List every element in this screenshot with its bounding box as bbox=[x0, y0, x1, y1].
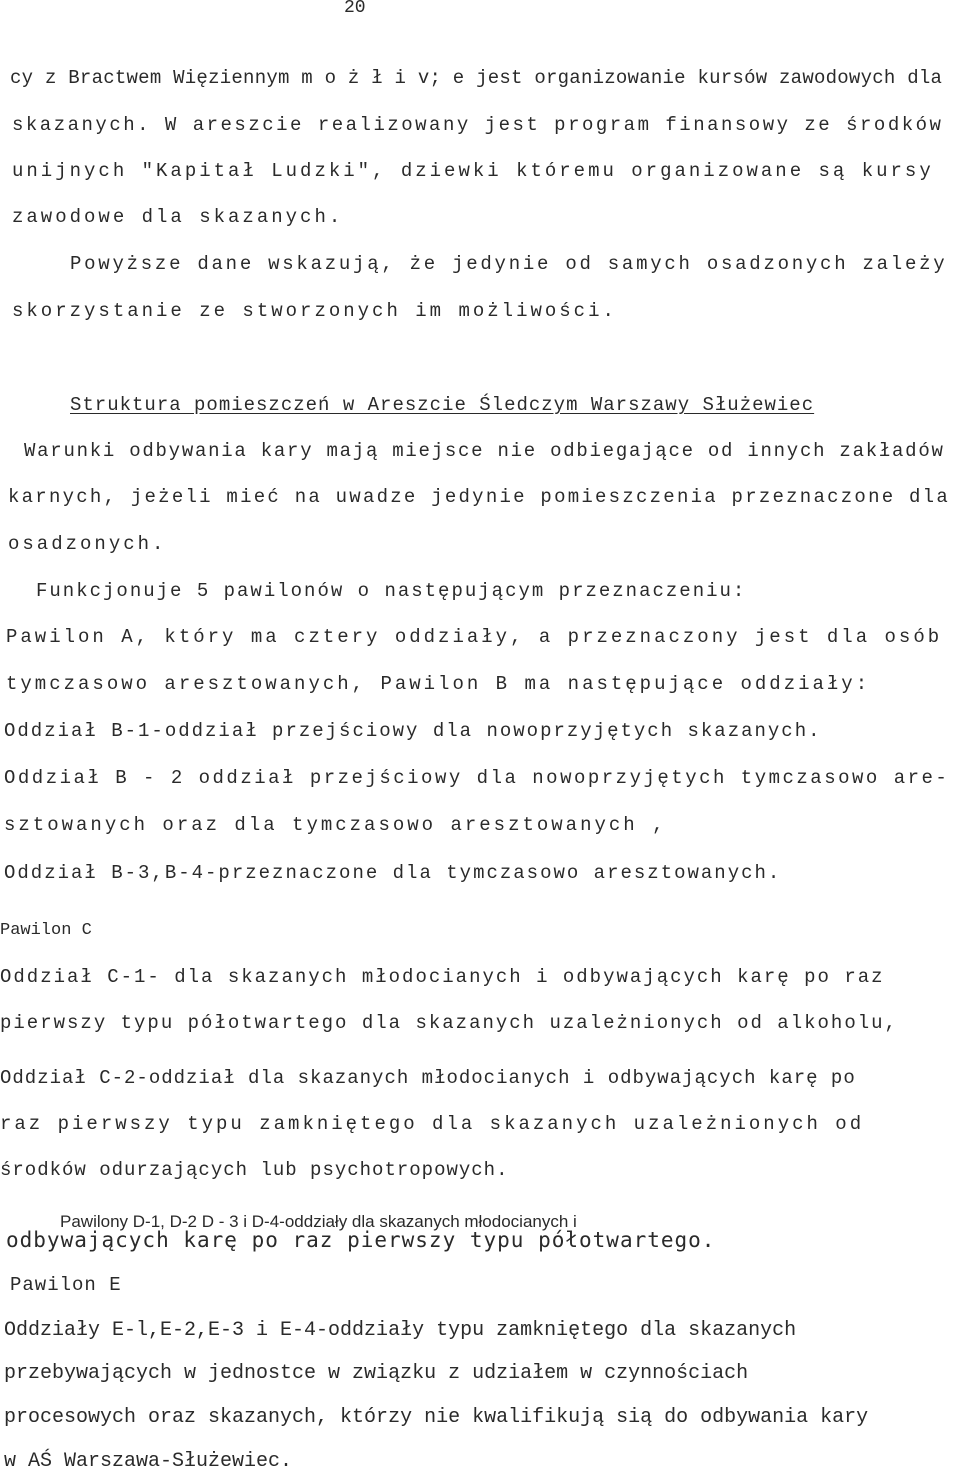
text-line: w AŚ Warszawa-Służewiec. bbox=[4, 1450, 293, 1473]
text-line: Oddział B-3,B-4-przeznaczone dla tymczasowo aresztowanych. bbox=[4, 862, 782, 884]
text-line: odbywających karę po raz pierwszy typu półotwartego. bbox=[6, 1228, 716, 1252]
text-line: Powyższe dane wskazują, że jedynie od samych osadzonych zależy bbox=[70, 253, 948, 275]
page-number: 20 bbox=[344, 0, 366, 18]
text-line: skorzystanie ze stworzonych im możliwości. bbox=[12, 300, 617, 322]
text-line: osadzonych. bbox=[8, 533, 167, 555]
text-line: skazanych. W areszcie realizowany jest program finansowy ze środków bbox=[12, 114, 944, 136]
text-line: pierwszy typu półotwartego dla skazanych uzależnionych od alkoholu, bbox=[0, 1012, 898, 1034]
text-line: Funkcjonuje 5 pawilonów o następującym przeznaczeniu: bbox=[36, 580, 747, 602]
text-line: Oddział C-1- dla skazanych młodocianych i odbywających karę po raz bbox=[0, 966, 885, 988]
text-line: Oddział B-1-oddział przejściowy dla nowoprzyjętych skazanych. bbox=[4, 720, 822, 742]
text-line: procesowych oraz skazanych, którzy nie kwalifikują sią do odbywania kary bbox=[4, 1406, 869, 1429]
subheading: Pawilon C bbox=[0, 921, 92, 940]
section-heading: Struktura pomieszczeń w Areszcie Śledczym Warszawy Służewiec bbox=[70, 394, 815, 416]
text-line: Oddział B - 2 oddział przejściowy dla nowoprzyjętych tymczasowo are- bbox=[4, 767, 950, 789]
text-line: Oddział C-2-oddział dla skazanych młodocianych i odbywających karę po bbox=[0, 1067, 856, 1089]
text-line: raz pierwszy typu zamkniętego dla skazanych uzależnionych od bbox=[0, 1113, 865, 1135]
text-line: Warunki odbywania kary mają miejsce nie odbiegające od innych zakładów bbox=[24, 440, 945, 462]
text-line: unijnych "Kapitał Ludzki", dziewki któremu organizowane są kursy bbox=[12, 160, 934, 182]
text-line: cy z Bractwem Więziennym m o ż ł i v; e jest organizowanie kursów zawodowych dla bbox=[10, 67, 943, 89]
text-line: sztowanych oraz dla tymczasowo aresztowanych , bbox=[4, 814, 667, 836]
text-line: przebywających w jednostce w związku z udziałem w czynnościach bbox=[4, 1362, 749, 1385]
subheading: Pawilon E bbox=[10, 1274, 122, 1296]
text-line: tymczasowo aresztowanych, Pawilon B ma następujące oddziały: bbox=[6, 673, 871, 695]
text-line: zawodowe dla skazanych. bbox=[12, 206, 344, 228]
text-line: Oddziały E-l,E-2,E-3 i E-4-oddziały typu zamkniętego dla skazanych bbox=[4, 1319, 797, 1342]
text-line: Pawilon A, który ma cztery oddziały, a przeznaczony jest dla osób bbox=[6, 626, 943, 648]
text-line: karnych, jeżeli mieć na uwadze jedynie pomieszczenia przeznaczone dla bbox=[8, 486, 950, 508]
text-line: Pawilony D-1, D-2 D - 3 i D-4-oddziały dla skazanych młodocianych i bbox=[60, 1212, 577, 1231]
text-line: środków odurzających lub psychotropowych. bbox=[0, 1159, 509, 1181]
